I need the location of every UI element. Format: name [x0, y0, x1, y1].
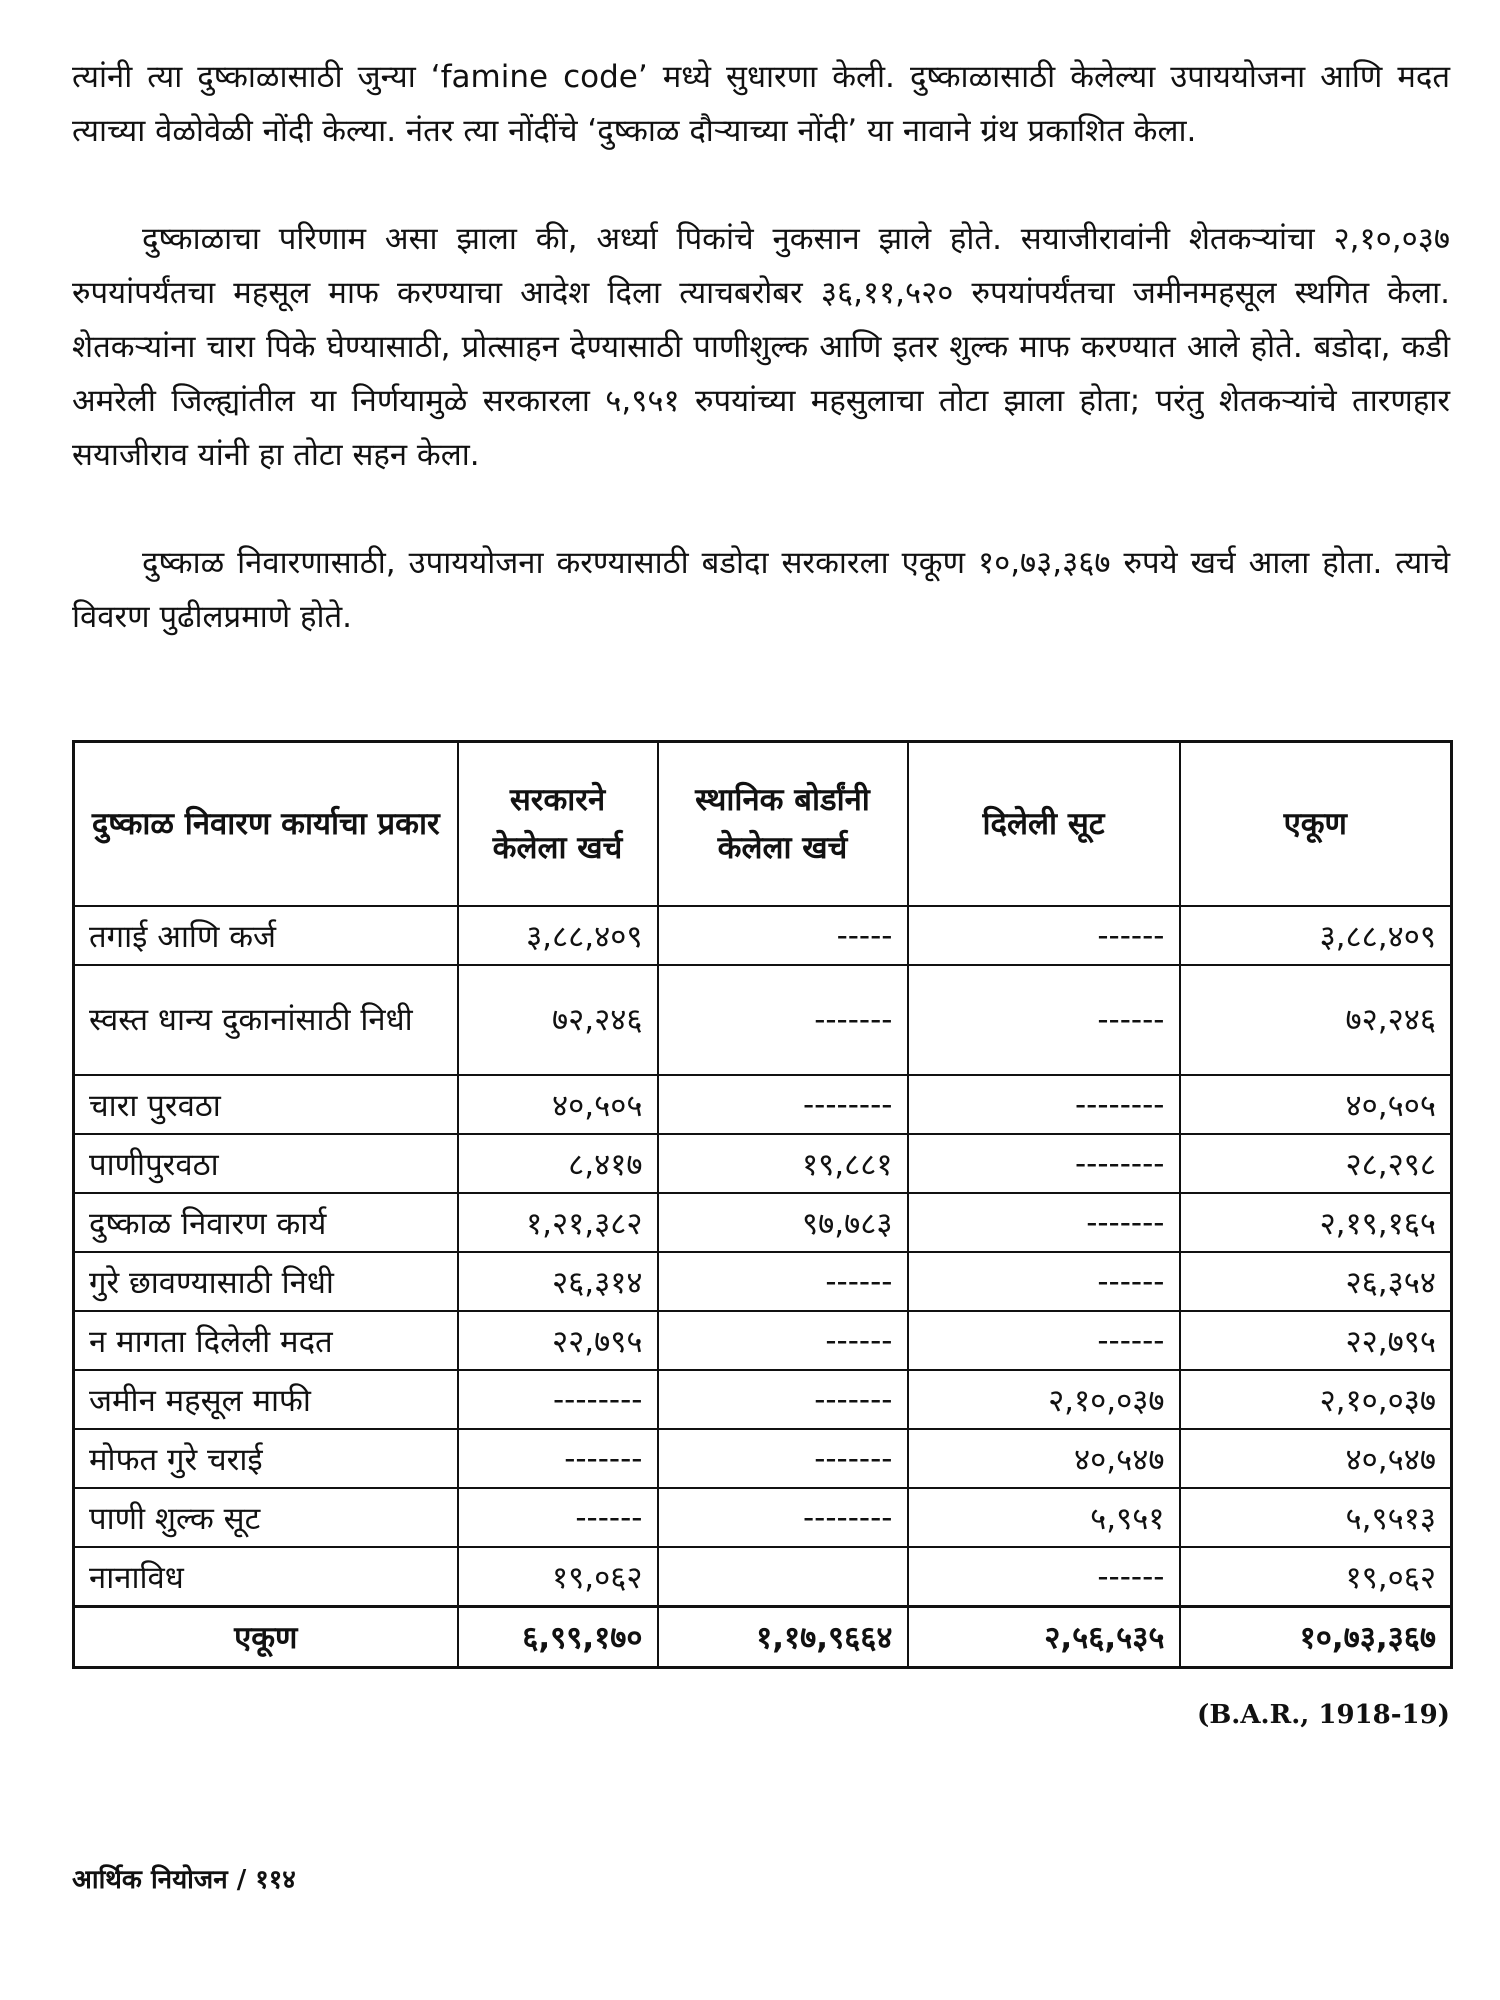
- cell-concession: ------: [908, 906, 1180, 965]
- cell-local: १९,८८१: [658, 1134, 908, 1193]
- header-concession: दिलेली सूट: [908, 742, 1180, 907]
- cell-concession: ------: [908, 1311, 1180, 1370]
- table-row: [74, 1370, 1452, 1429]
- total-label: एकूण: [74, 1607, 458, 1668]
- cell-total: २,१९,१६५: [1180, 1193, 1452, 1252]
- cell-work-type: नानाविध: [74, 1547, 458, 1607]
- cell-govt: -------: [458, 1429, 658, 1488]
- table-total-row: [74, 1607, 1452, 1668]
- cell-govt: ४०,५०५: [458, 1075, 658, 1134]
- cell-govt: ८,४१७: [458, 1134, 658, 1193]
- cell-concession: --------: [908, 1134, 1180, 1193]
- page-footer: आर्थिक नियोजन / ११४: [72, 1865, 296, 1895]
- paragraph-1: त्यांनी त्या दुष्काळासाठी जुन्या ‘famine code’ मध्ये सुधारणा केली. दुष्काळासाठी केलेल्या उपाययोजना आणि मदत त्याच्या वेळोवेळी नोंदी केल्या. नंतर त्या नोंदींचे ‘दुष्काळ दौऱ्याच्या नोंदी’ या नावाने ग्रंथ प्रकाशित केला.: [72, 59, 1450, 149]
- cell-concession: --------: [908, 1075, 1180, 1134]
- cell-govt: १,२१,३८२: [458, 1193, 658, 1252]
- header-work-type: दुष्काळ निवारण कार्याचा प्रकार: [74, 742, 458, 907]
- table-row: [74, 1311, 1452, 1370]
- total-local: १,१७,९६६४: [658, 1607, 908, 1668]
- cell-work-type: मोफत गुरे चराई: [74, 1429, 458, 1488]
- table-row: [74, 1429, 1452, 1488]
- cell-work-type: न मागता दिलेली मदत: [74, 1311, 458, 1370]
- cell-local: --------: [658, 1075, 908, 1134]
- cell-govt: २२,७९५: [458, 1311, 658, 1370]
- cell-total: ४०,५०५: [1180, 1075, 1452, 1134]
- cell-local: ------: [658, 1311, 908, 1370]
- cell-total: २८,२९८: [1180, 1134, 1452, 1193]
- cell-local: -------: [658, 1429, 908, 1488]
- cell-local: ------: [658, 1252, 908, 1311]
- table-row: [74, 1488, 1452, 1547]
- cell-concession: ४०,५४७: [908, 1429, 1180, 1488]
- table-row: [74, 1193, 1452, 1252]
- cell-total: ४०,५४७: [1180, 1429, 1452, 1488]
- header-govt-expense: सरकारने केलेला खर्च: [458, 742, 658, 907]
- cell-total: २,१०,०३७: [1180, 1370, 1452, 1429]
- cell-govt: --------: [458, 1370, 658, 1429]
- paragraph-3: दुष्काळ निवारणासाठी, उपाययोजना करण्यासाठी बडोदा सरकारला एकूण १०,७३,३६७ रुपये खर्च आला होता. त्याचे विवरण पुढीलप्रमाणे होते.: [72, 545, 1450, 635]
- expense-table: [72, 740, 1453, 1669]
- table-row: [74, 1075, 1452, 1134]
- cell-govt: १९,०६२: [458, 1547, 658, 1607]
- cell-govt: ------: [458, 1488, 658, 1547]
- cell-local: [658, 1547, 908, 1607]
- table-row: [74, 1134, 1452, 1193]
- table-row: [74, 1252, 1452, 1311]
- cell-total: २२,७९५: [1180, 1311, 1452, 1370]
- cell-work-type: तगाई आणि कर्ज: [74, 906, 458, 965]
- cell-govt: २६,३१४: [458, 1252, 658, 1311]
- header-total: एकूण: [1180, 742, 1452, 907]
- cell-local: --------: [658, 1488, 908, 1547]
- cell-work-type: चारा पुरवठा: [74, 1075, 458, 1134]
- total-grand: १०,७३,३६७: [1180, 1607, 1452, 1668]
- cell-local: -------: [658, 965, 908, 1075]
- table-header-row: [74, 742, 1452, 907]
- cell-total: २६,३५४: [1180, 1252, 1452, 1311]
- cell-work-type: पाणीपुरवठा: [74, 1134, 458, 1193]
- cell-concession: ५,९५१: [908, 1488, 1180, 1547]
- table-row: [74, 1547, 1452, 1607]
- cell-total: ३,८८,४०९: [1180, 906, 1452, 965]
- cell-work-type: दुष्काळ निवारण कार्य: [74, 1193, 458, 1252]
- cell-work-type: पाणी शुल्क सूट: [74, 1488, 458, 1547]
- cell-total: ५,९५१३: [1180, 1488, 1452, 1547]
- cell-concession: ------: [908, 1547, 1180, 1607]
- table-row: [74, 965, 1452, 1075]
- cell-local: -----: [658, 906, 908, 965]
- cell-total: १९,०६२: [1180, 1547, 1452, 1607]
- table-row: [74, 906, 1452, 965]
- paragraph-2: दुष्काळाचा परिणाम असा झाला की, अर्ध्या पिकांचे नुकसान झाले होते. सयाजीरावांनी शेतकऱ्यांचा २,१०,०३७ रुपयांपर्यंतचा महसूल माफ करण्याचा आदेश दिला त्याचबरोबर ३६,११,५२० रुपयांपर्यंतचा जमीनमहसूल स्थगित केला. शेतकऱ्यांना चारा पिके घेण्यासाठी, प्रोत्साहन देण्यासाठी पाणीशुल्क आणि इतर शुल्क माफ करण्यात आले होते. बडोदा, कडी अमरेली जिल्ह्यांतील या निर्णयामुळे सरकारला ५,९५१ रुपयांच्या महसुलाचा तोटा झाला होता; परंतु शेतकऱ्यांचे तारणहार सयाजीराव यांनी हा तोटा सहन केला.: [72, 221, 1450, 473]
- header-local-board-expense: स्थानिक बोर्डांनी केलेला खर्च: [658, 742, 908, 907]
- cell-work-type: गुरे छावण्यासाठी निधी: [74, 1252, 458, 1311]
- total-concession: २,५६,५३५: [908, 1607, 1180, 1668]
- cell-concession: २,१०,०३७: [908, 1370, 1180, 1429]
- cell-total: ७२,२४६: [1180, 965, 1452, 1075]
- cell-work-type: जमीन महसूल माफी: [74, 1370, 458, 1429]
- cell-concession: ------: [908, 965, 1180, 1075]
- cell-concession: -------: [908, 1193, 1180, 1252]
- cell-govt: ७२,२४६: [458, 965, 658, 1075]
- source-citation: (B.A.R., 1918-19): [1197, 1700, 1450, 1730]
- cell-local: -------: [658, 1370, 908, 1429]
- total-govt: ६,९९,१७०: [458, 1607, 658, 1668]
- cell-work-type: स्वस्त धान्य दुकानांसाठी निधी: [74, 965, 458, 1075]
- cell-govt: ३,८८,४०९: [458, 906, 658, 965]
- cell-local: ९७,७८३: [658, 1193, 908, 1252]
- cell-concession: ------: [908, 1252, 1180, 1311]
